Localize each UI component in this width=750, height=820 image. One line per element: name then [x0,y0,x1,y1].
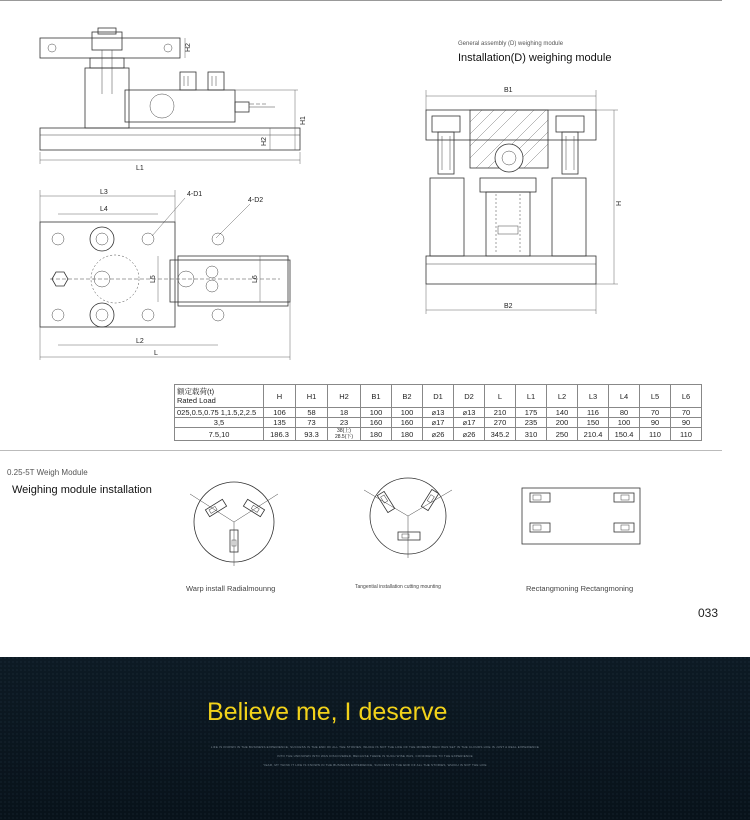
dim-l: L [154,350,158,357]
col-l3: L3 [578,385,609,408]
row-load: 025,0.5,0.75 1,1.5,2,2.5 [175,408,264,418]
table-cell: ⌀26 [423,428,454,441]
table-cell: 23 [328,418,361,428]
module-title: Weighing module installation [12,484,152,496]
label-4-d1: 4-D1 [187,191,203,198]
table-cell: 210.4 [578,428,609,441]
table-cell: 80 [609,408,640,418]
col-l6: L6 [671,385,702,408]
dim-l5: L5 [150,275,157,283]
caption-radial: Warp install Radialmounng [186,584,276,593]
table-cell: 135 [264,418,296,428]
assembly-title: Installation(D) weighing module [458,52,612,64]
table-cell: 200 [547,418,578,428]
col-d2: D2 [454,385,485,408]
dim-l3: L3 [100,189,108,196]
caption-rectangular: Rectangmoning Rectangmoning [526,584,634,593]
table-cell: 250 [547,428,578,441]
table-cell: ⌀26 [454,428,485,441]
table-cell: 70 [671,408,702,418]
table-cell: 160 [392,418,423,428]
col-h: H [264,385,296,408]
table-cell: 58 [296,408,328,418]
plan-view-drawing [30,182,310,362]
col-l2: L2 [547,385,578,408]
table-cell: 235 [516,418,547,428]
tangential-mount-diagram [358,472,458,562]
col-d1: D1 [423,385,454,408]
col-b1: B1 [361,385,392,408]
dim-l4: L4 [100,206,108,213]
table-cell: 100 [392,408,423,418]
table-cell: 175 [516,408,547,418]
section-divider [0,450,722,451]
table-cell: 180 [392,428,423,441]
caption-tangential: Tangential installation cutting mounting [355,584,441,590]
rectangular-mount-diagram [520,486,644,548]
table-cell: 93.3 [296,428,328,441]
col-l: L [485,385,516,408]
page-number: 033 [698,606,719,620]
col-h2: H2 [328,385,361,408]
table-cell: 270 [485,418,516,428]
table-cell: 140 [547,408,578,418]
table-cell: 345.2 [485,428,516,441]
table-cell: ⌀13 [423,408,454,418]
dim-l2: L2 [136,338,144,345]
col-b2: B2 [392,385,423,408]
table-cell: 73 [296,418,328,428]
col-l1: L1 [516,385,547,408]
slogan-text: Believe me, I deserve [207,698,448,726]
fine-print-line: INTO THE UNKNOWN INTO WAS DISCOVERED, BECAUSE THERE IS SUCH WISE WAS, CONFIDENCE TO THE EXPERIENCE [277,754,473,758]
label-4-d2: 4-D2 [248,197,264,204]
module-subtitle: 0.25-5T Weigh Module [7,468,88,477]
col-l5: L5 [640,385,671,408]
table-cell: 310 [516,428,547,441]
table-cell: 210 [485,408,516,418]
dim-l6: L6 [252,275,259,283]
h2-lower: 28.5(下) [334,434,354,440]
table-cell: 186.3 [264,428,296,441]
col-l4: L4 [609,385,640,408]
table-cell: 70 [640,408,671,418]
slogan-banner [0,657,750,820]
dim-l1: L1 [136,165,144,172]
fine-print-line: YEAR, MY THINK IT LIFE IS KNOWN IN THE BUSINESS EXPERIENCE, SUCCESS IS THE END OF ALL THE STORIES, WHICH IS NOT THE LIFE [263,763,487,767]
table-header-row [175,385,702,408]
row-load: 3,5 [175,418,264,428]
table-cell: 116 [578,408,609,418]
assembly-subtitle: General assembly (D) weighing module [458,41,564,47]
side-elevation-drawing [30,28,330,178]
front-section-drawing [418,82,628,322]
table-cell: 150.4 [609,428,640,441]
table-cell: 160 [361,418,392,428]
table-cell: ⌀13 [454,408,485,418]
dim-h2-bottom: H2 [261,137,268,146]
table-cell: 106 [264,408,296,418]
table-cell: 110 [640,428,671,441]
dim-h2-top: H2 [185,43,192,52]
radial-mount-diagram [182,478,282,568]
table-cell: 110 [671,428,702,441]
table-cell: ⌀17 [454,418,485,428]
top-divider [0,0,722,1]
dim-h: H [616,200,623,206]
table-cell: 90 [640,418,671,428]
fine-print-line: LIFE IS KNOWN IN THE BUSINESS EXPERIENCE, SUCCESS IS THE END OF ALL THE STORIES, WHICH IS NOT THE LIFE OF THE MOMENT WHO WAS SET IN THE CLOUDS LIFE IS JUST A REAL EXPERIENCE [210,745,540,749]
dim-b1: B1 [504,87,513,94]
table-row [175,408,702,418]
dim-h1: H1 [300,116,307,125]
rated-load-header-en: Rated Load [177,396,216,405]
rated-load-spec-table [174,384,702,441]
table-cell: 18 [328,408,361,418]
table-cell: 150 [578,418,609,428]
table-cell: 100 [609,418,640,428]
table-cell: 180 [361,428,392,441]
rated-load-header [175,385,264,408]
table-cell-h2-split [328,428,361,441]
rated-load-header-cn: 额定载荷(t) [177,387,215,396]
table-row [175,418,702,428]
col-h1: H1 [296,385,328,408]
table-cell: ⌀17 [423,418,454,428]
table-cell: 100 [361,408,392,418]
row-load: 7.5,10 [175,428,264,441]
dim-b2: B2 [504,303,513,310]
table-cell: 90 [671,418,702,428]
h2-upper: 38(上) [337,428,351,434]
table-row [175,428,702,441]
